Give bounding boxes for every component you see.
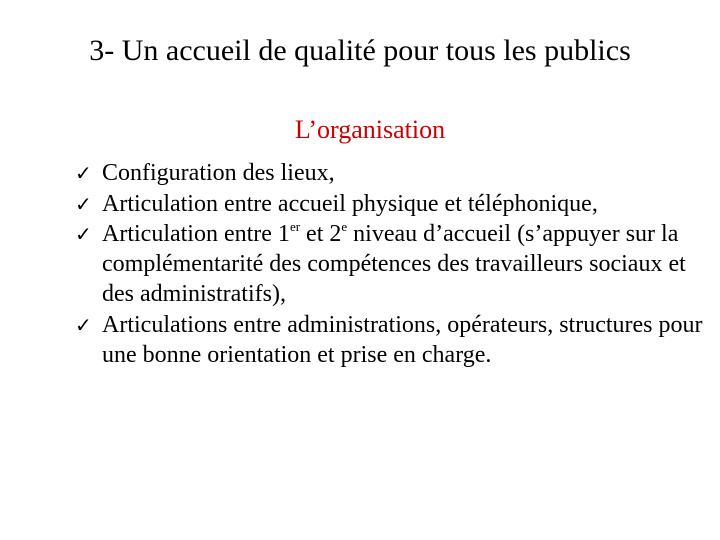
check-icon: ✓ — [75, 191, 92, 216]
bullet-text: Articulations entre administrations, opérateurs, structures pour une bonne orientation et prise en charge. — [102, 311, 703, 368]
slide-subtitle: L’organisation — [294, 115, 446, 144]
check-icon: ✓ — [75, 161, 92, 185]
check-icon: ✓ — [75, 312, 92, 337]
bullet-item-configuration — [75, 158, 705, 188]
bullet-item-accueil — [75, 189, 705, 219]
bullet-text: Articulation entre accueil physique et téléphonique, — [102, 190, 598, 217]
slide-title: 3- Un accueil de qualité pour tous les publics — [89, 34, 631, 67]
bullet-text: Configuration des lieux, — [102, 160, 335, 186]
superscript-er: er — [289, 219, 301, 234]
superscript-e: e — [341, 219, 348, 234]
bullet-item-administrations — [75, 310, 705, 370]
bullet-text-part: et 2 — [300, 221, 342, 247]
bullet-item-niveau — [75, 219, 705, 309]
bullet-list — [75, 158, 705, 370]
bullet-text-part: niveau d’accueil (s’appuyer sur la complémentarité des compétences des travailleurs sociaux et des administratifs), — [102, 221, 686, 307]
bullet-text-part: Articulation entre 1 — [102, 221, 290, 247]
check-icon: ✓ — [75, 222, 92, 246]
